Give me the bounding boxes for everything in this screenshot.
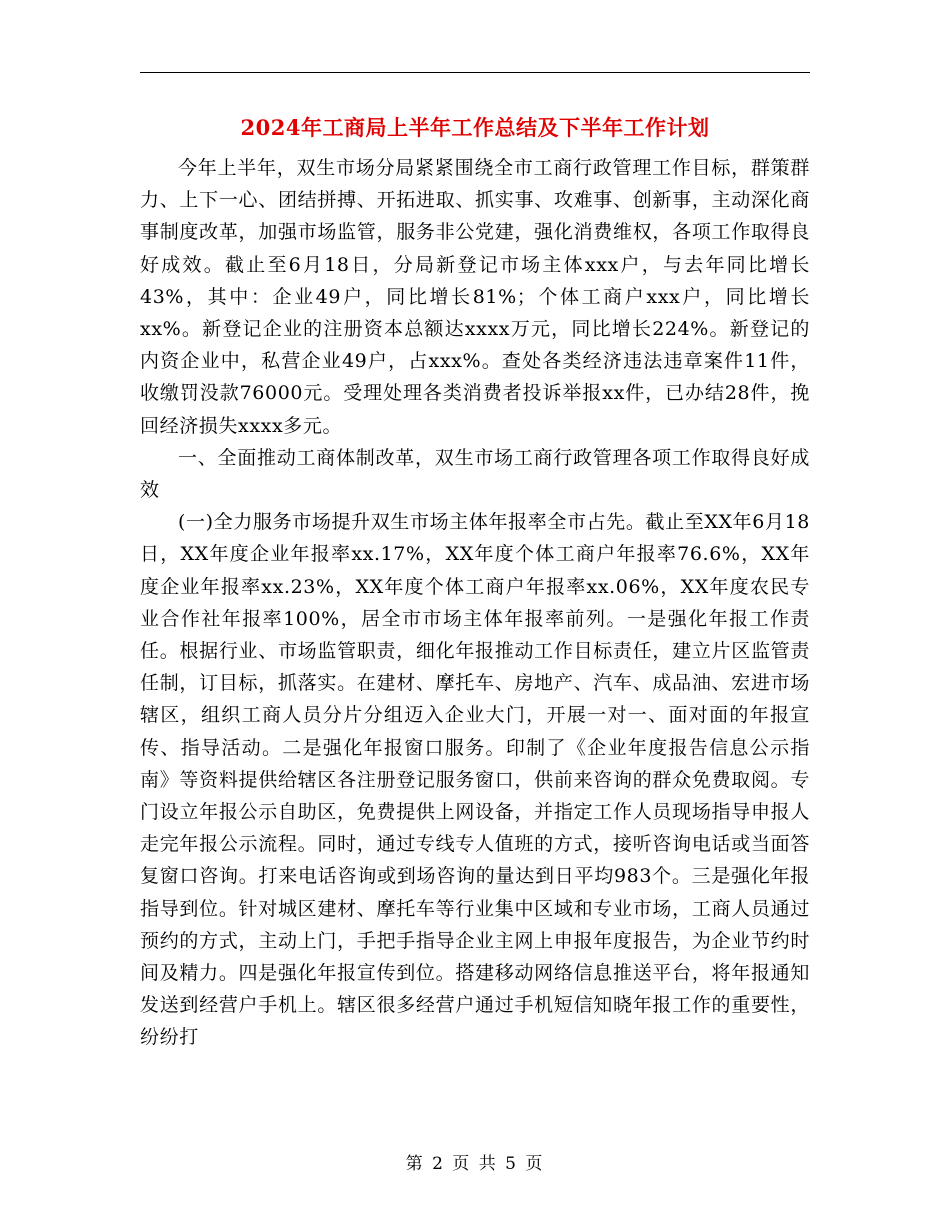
subsection-paragraph-1: (一)全力服务市场提升双生市场主体年报率全市占先。截止至XX年6月18日，XX年度企业年报率xx.17%，XX年度个体工商户年报率76.6%，XX年度企业年报率xx.23%，XX年度个体工商户年报率xx.06%，XX年度农民专业合作社年报率100%，居全市市场主体年报率前列。一是强化年报工作责任。根据行业、市场监管职责，细化年报推动工作目标责任，建立片区监管责任制，订目标，抓落实。在建材、摩托车、房地产、汽车、成品油、宏进市场辖区，组织工商人员分片分组迈入企业大门，开展一对一、面对面的年报宣传、指导活动。二是强化年报窗口服务。印制了《企业年度报告信息公示指南》等资料提供给辖区各注册登记服务窗口，供前来咨询的群众免费取阅。专门设立年报公示自助区，免费提供上网设备，并指定工作人员现场指导申报人走完年报公示流程。同时，通过专线专人值班的方式，接听咨询电话或当面答复窗口咨询。打来电话咨询或到场咨询的量达到日平均983个。三是强化年报指导到位。针对城区建材、摩托车等行业集中区域和专业市场，工商人员通过预约的方式，主动上门，手把手指导企业主网上申报年度报告，为企业节约时间及精力。四是强化年报宣传到位。搭建移动网络信息推送平台，将年报通知发送到经营户手机上。辖区很多经营户通过手机短信知晓年报工作的重要性，纷纷打 — [140, 511, 810, 1049]
document-body — [140, 108, 810, 1054]
header-rule — [140, 72, 810, 73]
section-heading-1: 一、全面推动工商体制改革，双生市场工商行政管理各项工作取得良好成效 — [140, 446, 810, 502]
page-number-footer: 第 2 页 共 5 页 — [405, 1154, 545, 1174]
document-title: 2024年工商局上半年工作总结及下半年工作计划 — [240, 115, 710, 140]
intro-paragraph: 今年上半年，双生市场分局紧紧围绕全市工商行政管理工作目标，群策群力、上下一心、团结拼搏、开拓进取、抓实事、攻难事、创新事，主动深化商事制度改革，加强市场监管，服务非公党建，强化消费维权，各项工作取得良好成效。截止至6月18日，分局新登记市场主体xxx户，与去年同比增长43%，其中：企业49户，同比增长81%；个体工商户xxx户，同比增长xx%。新登记企业的注册资本总额达xxxx万元，同比增长224%。新登记的内资企业中，私营企业49户，占xxx%。查处各类经济违法违章案件11件，收缴罚没款76000元。受理处理各类消费者投诉举报xx件，已办结28件，挽回经济损失xxxx多元。 — [140, 157, 810, 437]
